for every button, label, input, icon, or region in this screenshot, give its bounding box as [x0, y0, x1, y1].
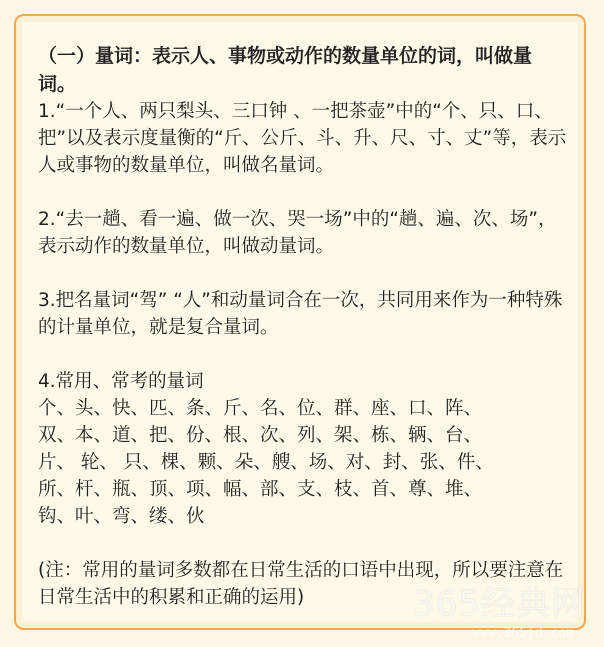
spacer — [38, 179, 568, 206]
paragraph-noun-measure: 1.“一个人、两只梨头、三口钟 、一把茶壶”中的“个、只、口、把”以及表示度量衡的“斤、公斤、斗、升、尺、寸、丈”等，表示人或事物的数量单位，叫做名量词。 — [38, 101, 567, 176]
common-measures-list — [38, 395, 568, 530]
common-measures-heading: 4.常用、常考的量词 — [38, 371, 204, 392]
measure-line: 钩、叶、弯、缕、伙 — [38, 506, 205, 527]
paragraph-verb-measure: 2.“去一趟、看一遍、做一次、哭一场”中的“趟、遍、次、场”，表示动作的数量单位，叫做动量词。 — [38, 209, 557, 257]
measure-line: 片、 轮、 只、棵、颗、朵、艘、场、对、封、张、件、 — [38, 452, 494, 473]
watermark-logo: 365经典网 — [413, 584, 586, 624]
measure-line: 所、杆、瓶、顶、项、幅、部、支、枝、首、尊、堆、 — [38, 479, 483, 500]
section-title: （一）量词：表示人、事物或动作的数量单位的词，叫做量词。 — [38, 45, 533, 95]
measure-line: 双、本、道、把、份、根、次、列、架、栋、辆、台、 — [38, 425, 483, 446]
paragraph-compound-measure: 3.把名量词“驾” “人”和动量词合在一次，共同用来作为一种特殊的计量单位，就是复合量词。 — [38, 290, 563, 338]
measure-line: 个、头、快、匹、条、斤、名、位、群、座、口、阵、 — [38, 398, 483, 419]
spacer — [38, 260, 568, 287]
watermark-url: www.365jd.com — [472, 626, 574, 641]
footnote: (注：常用的量词多数都在日常生活的口语中出现，所以要注意在日常生活中的积累和正确的运用) — [38, 560, 564, 608]
spacer — [38, 341, 568, 368]
document-content — [38, 42, 568, 611]
